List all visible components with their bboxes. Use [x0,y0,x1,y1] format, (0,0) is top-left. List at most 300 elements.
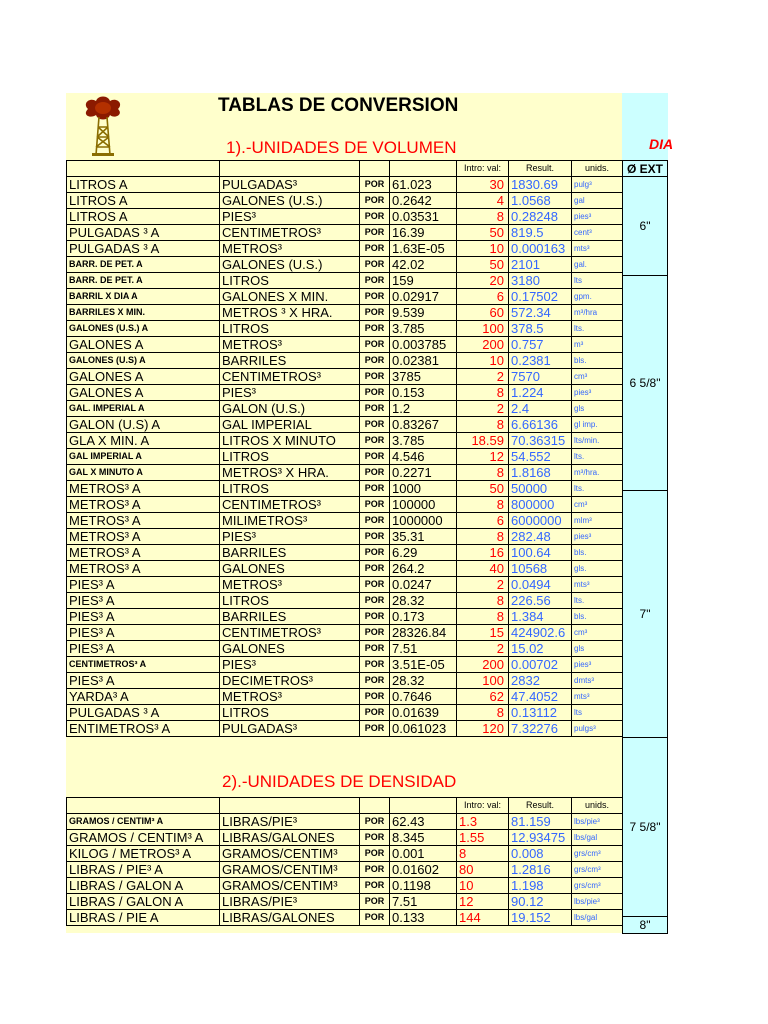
input-value[interactable]: 8 [457,465,509,481]
from-unit: GAL IMPERIAL A [67,449,220,465]
result-unit: lts [572,273,623,289]
result-unit: grs/cm³ [572,862,623,878]
conversion-factor: 42.02 [390,257,457,273]
empty-header-cell [220,798,360,814]
conversion-factor: 8.345 [390,830,457,846]
from-unit: GAL. IMPERIAL A [67,401,220,417]
input-value[interactable]: 2 [457,369,509,385]
table-row [67,577,623,593]
result-unit: lts/min. [572,433,623,449]
conversion-factor: 3.51E-05 [390,657,457,673]
size-cell: 7" [623,491,668,738]
por-label: POR [360,609,390,625]
result-unit: mlm³ [572,513,623,529]
table-row [67,705,623,721]
result-value: 1.198 [509,878,572,894]
from-unit: CENTIMETROS³ A [67,657,220,673]
conversion-factor: 0.003785 [390,337,457,353]
result-value: 7.32276 [509,721,572,737]
result-value: 10568 [509,561,572,577]
por-label: POR [360,177,390,193]
conversion-factor: 62.43 [390,814,457,830]
conversion-factor: 9.539 [390,305,457,321]
input-value[interactable]: 200 [457,657,509,673]
result-unit: bls. [572,609,623,625]
conversion-factor: 0.2271 [390,465,457,481]
conversion-factor: 1000000 [390,513,457,529]
table-row [67,513,623,529]
por-label: POR [360,465,390,481]
from-unit: METROS³ A [67,561,220,577]
por-label: POR [360,561,390,577]
to-unit: PULGADAS³ [220,721,360,737]
conversion-factor: 0.173 [390,609,457,625]
size-cell: 6" [623,177,668,276]
input-value[interactable]: 6 [457,289,509,305]
from-unit: BARR. DE PET. A [67,273,220,289]
to-unit: MILIMETROS³ [220,513,360,529]
to-unit: BARRILES [220,353,360,369]
conversion-factor: 100000 [390,497,457,513]
to-unit: PIES³ [220,657,360,673]
from-unit: PIES³ A [67,577,220,593]
result-value: 572.34 [509,305,572,321]
input-value[interactable]: 120 [457,721,509,737]
por-label: POR [360,481,390,497]
result-value: 6000000 [509,513,572,529]
por-label: POR [360,705,390,721]
result-value: 2.4 [509,401,572,417]
result-value: 0.13112 [509,705,572,721]
ext-diameter-header: Ø EXT [623,161,668,177]
result-value: 0.00702 [509,657,572,673]
result-value: 1830.69 [509,177,572,193]
input-value[interactable]: 1.55 [457,830,509,846]
table-row [67,401,623,417]
from-unit: LITROS A [67,177,220,193]
result-value: 0.17502 [509,289,572,305]
input-value[interactable]: 8 [457,705,509,721]
result-unit: m³ [572,337,623,353]
por-label: POR [360,241,390,257]
conversion-factor: 1.63E-05 [390,241,457,257]
to-unit: LIBRAS/GALONES [220,910,360,926]
conversion-factor: 7.51 [390,894,457,910]
conversion-factor: 28.32 [390,673,457,689]
from-unit: PIES³ A [67,609,220,625]
table-row [67,641,623,657]
por-label: POR [360,894,390,910]
result-unit: gpm. [572,289,623,305]
result-value: 424902.6 [509,625,572,641]
result-value: 6.66136 [509,417,572,433]
dia-label: DIA [649,136,674,152]
result-value: 226.56 [509,593,572,609]
to-unit: LITROS [220,321,360,337]
conversion-factor: 264.2 [390,561,457,577]
conversion-factor: 28.32 [390,593,457,609]
to-unit: LIBRAS/PIE³ [220,894,360,910]
table-row [67,337,623,353]
table-row [67,862,623,878]
result-unit: lbs/pie³ [572,894,623,910]
result-value: 7570 [509,369,572,385]
result-unit: gal [572,193,623,209]
table-row [67,673,623,689]
por-label: POR [360,641,390,657]
to-unit: PIES³ [220,529,360,545]
from-unit: GALONES A [67,385,220,401]
por-label: POR [360,814,390,830]
table-row [67,878,623,894]
size-cell: 6 5/8" [623,276,668,491]
input-value[interactable]: 8 [457,593,509,609]
result-unit: pulgs³ [572,721,623,737]
result-value: 0.0494 [509,577,572,593]
result-unit: mts³ [572,241,623,257]
to-unit: PULGADAS³ [220,177,360,193]
por-label: POR [360,657,390,673]
result-value: 12.93475 [509,830,572,846]
por-label: POR [360,385,390,401]
empty-header-cell [360,161,390,177]
table-row [67,273,623,289]
conversion-factor: 0.2642 [390,193,457,209]
por-label: POR [360,337,390,353]
from-unit: BARRIL X DIA A [67,289,220,305]
por-label: POR [360,449,390,465]
result-value: 0.757 [509,337,572,353]
por-label: POR [360,193,390,209]
size-cell: 7 5/8" [623,738,668,917]
to-unit: GRAMOS/CENTIM³ [220,878,360,894]
input-value[interactable]: 80 [457,862,509,878]
result-unit: cent³ [572,225,623,241]
table-row [67,465,623,481]
por-label: POR [360,721,390,737]
table-row [67,225,623,241]
units-header: unids. [572,161,623,177]
result-unit: lts. [572,449,623,465]
result-value: 1.384 [509,609,572,625]
result-unit: m³/hra [572,305,623,321]
outer-diameter-column [622,160,668,934]
result-unit: pulg³ [572,177,623,193]
empty-header-cell [390,798,457,814]
input-value[interactable]: 10 [457,241,509,257]
table-row [67,529,623,545]
from-unit: BARRILES X MIN. [67,305,220,321]
conversion-factor: 0.061023 [390,721,457,737]
input-value[interactable]: 200 [457,337,509,353]
conversion-factor: 0.01639 [390,705,457,721]
from-unit: PULGADAS ³ A [67,705,220,721]
table-row [67,241,623,257]
table-row [67,894,623,910]
to-unit: METROS³ [220,577,360,593]
result-value: 81.159 [509,814,572,830]
result-value: 0.2381 [509,353,572,369]
from-unit: PULGADAS ³ A [67,225,220,241]
from-unit: GRAMOS / CENTIM³ A [67,814,220,830]
result-unit: lbs/gal [572,910,623,926]
input-value[interactable]: 10 [457,878,509,894]
from-unit: METROS³ A [67,513,220,529]
conversion-factor: 1000 [390,481,457,497]
to-unit: LITROS [220,593,360,609]
result-header: Result. [509,161,572,177]
to-unit: LITROS [220,449,360,465]
table-row [67,910,623,926]
conversion-factor: 16.39 [390,225,457,241]
result-value: 0.008 [509,846,572,862]
to-unit: GALON (U.S.) [220,401,360,417]
conversion-factor: 61.023 [390,177,457,193]
result-value: 1.2816 [509,862,572,878]
table-row [67,721,623,737]
result-unit: pies³ [572,385,623,401]
table-row [67,481,623,497]
from-unit: PIES³ A [67,673,220,689]
from-unit: LIBRAS / PIE³ A [67,862,220,878]
input-value[interactable]: 50 [457,481,509,497]
input-value[interactable]: 20 [457,273,509,289]
table-row [67,689,623,705]
to-unit: LITROS [220,481,360,497]
input-value[interactable]: 4 [457,193,509,209]
to-unit: DECIMETROS³ [220,673,360,689]
from-unit: PULGADAS ³ A [67,241,220,257]
from-unit: GALONES A [67,369,220,385]
table-row [67,593,623,609]
from-unit: LIBRAS / GALON A [67,878,220,894]
por-label: POR [360,497,390,513]
input-value[interactable]: 8 [457,417,509,433]
input-value[interactable]: 12 [457,449,509,465]
input-value[interactable]: 16 [457,545,509,561]
result-value: 2832 [509,673,572,689]
empty-header-cell [67,798,220,814]
por-label: POR [360,862,390,878]
table-row [67,321,623,337]
por-label: POR [360,417,390,433]
input-value[interactable]: 2 [457,641,509,657]
from-unit: PIES³ A [67,641,220,657]
input-value[interactable]: 2 [457,401,509,417]
result-unit: gls. [572,561,623,577]
to-unit: LIBRAS/PIE³ [220,814,360,830]
result-value: 1.224 [509,385,572,401]
result-unit: gl imp. [572,417,623,433]
from-unit: LIBRAS / PIE A [67,910,220,926]
result-value: 0.28248 [509,209,572,225]
result-unit: pies³ [572,657,623,673]
input-value[interactable]: 62 [457,689,509,705]
por-label: POR [360,369,390,385]
conversion-factor: 159 [390,273,457,289]
from-unit: BARR. DE PET. A [67,257,220,273]
empty-header-cell [390,161,457,177]
table-row [67,177,623,193]
input-value[interactable]: 30 [457,177,509,193]
table-row [67,497,623,513]
to-unit: LIBRAS/GALONES [220,830,360,846]
result-value: 50000 [509,481,572,497]
input-value[interactable]: 8 [457,385,509,401]
to-unit: METROS ³ X HRA. [220,305,360,321]
result-unit: gls [572,641,623,657]
to-unit: LITROS [220,273,360,289]
por-label: POR [360,673,390,689]
result-value: 819.5 [509,225,572,241]
input-value[interactable]: 144 [457,910,509,926]
por-label: POR [360,625,390,641]
conversion-factor: 6.29 [390,545,457,561]
result-unit: grs/cm³ [572,846,623,862]
table-row [67,385,623,401]
table-row [67,814,623,830]
conversion-factor: 0.7646 [390,689,457,705]
conversion-factor: 0.01602 [390,862,457,878]
to-unit: METROS³ [220,241,360,257]
result-value: 54.552 [509,449,572,465]
table-row [67,193,623,209]
conversion-factor: 0.1198 [390,878,457,894]
to-unit: PIES³ [220,209,360,225]
result-unit: pies³ [572,209,623,225]
input-value[interactable]: 18.59 [457,433,509,449]
from-unit: LIBRAS / GALON A [67,894,220,910]
result-value: 2101 [509,257,572,273]
table-row [67,257,623,273]
to-unit: GRAMOS/CENTIM³ [220,862,360,878]
por-label: POR [360,513,390,529]
por-label: POR [360,846,390,862]
conversion-factor: 0.153 [390,385,457,401]
result-value: 19.152 [509,910,572,926]
empty-header-cell [360,798,390,814]
result-value: 282.48 [509,529,572,545]
conversion-factor: 0.03531 [390,209,457,225]
por-label: POR [360,910,390,926]
from-unit: GRAMOS / CENTIM³ A [67,830,220,846]
density-table [66,797,623,926]
input-value[interactable]: 6 [457,513,509,529]
result-unit: lbs/gal [572,830,623,846]
input-value[interactable]: 100 [457,673,509,689]
to-unit: METROS³ [220,689,360,705]
table-row [67,657,623,673]
input-value[interactable]: 1.3 [457,814,509,830]
conversion-factor: 0.001 [390,846,457,862]
conversion-factor: 0.02917 [390,289,457,305]
por-label: POR [360,321,390,337]
por-label: POR [360,577,390,593]
to-unit: GRAMOS/CENTIM³ [220,846,360,862]
conversion-factor: 0.0247 [390,577,457,593]
input-value[interactable]: 8 [457,846,509,862]
conversion-factor: 28326.84 [390,625,457,641]
input-value[interactable]: 8 [457,529,509,545]
input-value[interactable]: 15 [457,625,509,641]
conversion-factor: 7.51 [390,641,457,657]
input-value[interactable]: 2 [457,577,509,593]
from-unit: PIES³ A [67,625,220,641]
conversion-factor: 1.2 [390,401,457,417]
por-label: POR [360,878,390,894]
input-value[interactable]: 50 [457,225,509,241]
from-unit: YARDA³ A [67,689,220,705]
conversion-factor: 3.785 [390,321,457,337]
result-unit: grs/cm³ [572,878,623,894]
result-unit: pies³ [572,529,623,545]
result-unit: dmts³ [572,673,623,689]
por-label: POR [360,273,390,289]
to-unit: BARRILES [220,609,360,625]
intro-value-header: Intro: val: [457,798,509,814]
to-unit: GALONES X MIN. [220,289,360,305]
result-unit: m³/hra. [572,465,623,481]
table-row [67,830,623,846]
result-value: 47.4052 [509,689,572,705]
from-unit: GALONES (U.S.) A [67,321,220,337]
to-unit: LITROS [220,705,360,721]
conversion-factor: 0.133 [390,910,457,926]
size-cell: 8" [623,917,668,934]
to-unit: METROS³ [220,337,360,353]
result-header: Result. [509,798,572,814]
table-row [67,433,623,449]
table-row [67,209,623,225]
input-value[interactable]: 8 [457,209,509,225]
from-unit: KILOG / METROS³ A [67,846,220,862]
por-label: POR [360,545,390,561]
to-unit: LITROS X MINUTO [220,433,360,449]
result-value: 800000 [509,497,572,513]
input-value[interactable]: 12 [457,894,509,910]
input-value[interactable]: 40 [457,561,509,577]
input-value[interactable]: 8 [457,609,509,625]
from-unit: LITROS A [67,193,220,209]
conversion-factor: 0.02381 [390,353,457,369]
result-unit: lts [572,705,623,721]
result-value: 70.36315 [509,433,572,449]
from-unit: LITROS A [67,209,220,225]
input-value[interactable]: 50 [457,257,509,273]
input-value[interactable]: 10 [457,353,509,369]
por-label: POR [360,289,390,305]
input-value[interactable]: 60 [457,305,509,321]
input-value[interactable]: 100 [457,321,509,337]
result-value: 3180 [509,273,572,289]
result-value: 0.000163 [509,241,572,257]
from-unit: GAL X MINUTO A [67,465,220,481]
table-row [67,353,623,369]
from-unit: METROS³ A [67,497,220,513]
result-value: 1.0568 [509,193,572,209]
conversion-factor: 4.546 [390,449,457,465]
result-unit: gal. [572,257,623,273]
oil-derrick-logo [80,95,126,157]
input-value[interactable]: 8 [457,497,509,513]
conversion-factor: 3785 [390,369,457,385]
from-unit: METROS³ A [67,529,220,545]
result-unit: bls. [572,545,623,561]
por-label: POR [360,593,390,609]
result-unit: mts³ [572,689,623,705]
to-unit: METROS³ X HRA. [220,465,360,481]
intro-value-header: Intro: val: [457,161,509,177]
